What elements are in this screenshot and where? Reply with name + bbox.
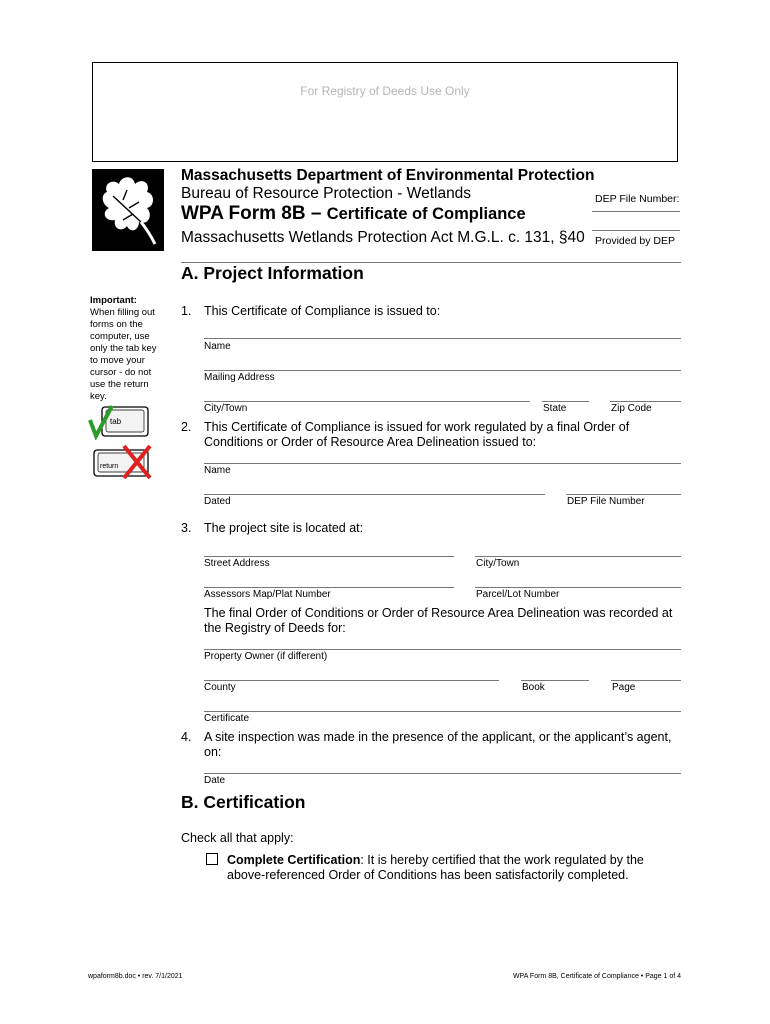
q3-page-label: Page bbox=[612, 682, 636, 693]
q2-dated-field[interactable] bbox=[204, 494, 545, 495]
divider bbox=[592, 230, 680, 231]
q2-dep-label: DEP File Number bbox=[567, 496, 645, 507]
q3-county-label: County bbox=[204, 682, 236, 693]
section-a-title: A. Project Information bbox=[181, 263, 364, 283]
q3-book-label: Book bbox=[522, 682, 545, 693]
q4-line2: on: bbox=[204, 745, 222, 759]
important-note bbox=[90, 295, 166, 403]
q1-city-label: City/Town bbox=[204, 403, 248, 414]
q1-state-field[interactable] bbox=[542, 401, 589, 402]
q4-date-label: Date bbox=[204, 775, 226, 786]
q1-text: This Certificate of Compliance is issued to: bbox=[204, 304, 441, 318]
q3-certificate-label: Certificate bbox=[204, 713, 250, 724]
q3-city-field[interactable] bbox=[475, 556, 681, 557]
q3-text: The project site is located at: bbox=[204, 521, 364, 535]
q3-book-field[interactable] bbox=[521, 680, 589, 681]
complete-certification-checkbox[interactable] bbox=[206, 853, 218, 865]
tab-key-label: tab bbox=[110, 417, 122, 426]
section-b-title: B. Certification bbox=[181, 792, 306, 812]
form-title-dash: – bbox=[305, 203, 327, 224]
provided-by-dep: Provided by DEP bbox=[595, 235, 675, 247]
q3-map-label: Assessors Map/Plat Number bbox=[204, 589, 331, 600]
q2-number: 2. bbox=[181, 420, 192, 434]
q3-owner-label: Property Owner (if different) bbox=[204, 651, 328, 662]
q1-mailing-label: Mailing Address bbox=[204, 372, 275, 383]
important-body: When filling out forms on the computer, use only the tab key to move your cursor - do not use the return key. bbox=[90, 307, 157, 402]
q4-number: 4. bbox=[181, 730, 192, 744]
q3-street-field[interactable] bbox=[204, 556, 454, 557]
q3-map-field[interactable] bbox=[204, 587, 454, 588]
q2-name-field[interactable] bbox=[204, 463, 681, 464]
q2-line2: Conditions or Order of Resource Area Delineation issued to: bbox=[204, 435, 537, 449]
q3-parcel-label: Parcel/Lot Number bbox=[476, 589, 560, 600]
dep-file-label: DEP File Number: bbox=[595, 193, 680, 205]
q1-name-field[interactable] bbox=[204, 338, 681, 339]
q1-name-label: Name bbox=[204, 341, 231, 352]
q3-recorded-line1: The final Order of Conditions or Order of Resource Area Delineation was recorded at bbox=[204, 606, 673, 620]
q3-owner-field[interactable] bbox=[204, 649, 681, 650]
q3-certificate-field[interactable] bbox=[204, 711, 681, 712]
mass-dep-logo bbox=[92, 169, 164, 251]
q4-line1: A site inspection was made in the presence of the applicant, or the applicant’s agent, bbox=[204, 730, 672, 744]
q1-city-field[interactable] bbox=[204, 401, 530, 402]
complete-certification-line2: above-referenced Order of Conditions has been satisfactorily completed. bbox=[227, 868, 629, 882]
return-key-icon bbox=[88, 444, 160, 480]
return-key-label: return bbox=[100, 463, 119, 470]
q3-number: 3. bbox=[181, 521, 192, 535]
q1-number: 1. bbox=[181, 304, 192, 318]
q3-recorded-line2: the Registry of Deeds for: bbox=[204, 621, 346, 635]
q1-mailing-field[interactable] bbox=[204, 370, 681, 371]
q3-parcel-field[interactable] bbox=[475, 587, 681, 588]
oak-leaf-icon bbox=[93, 170, 163, 250]
dept-name: Massachusetts Department of Environmental Protection bbox=[181, 167, 595, 184]
q3-county-field[interactable] bbox=[204, 680, 499, 681]
registry-box bbox=[92, 62, 678, 162]
registry-note: For Registry of Deeds Use Only bbox=[300, 84, 470, 98]
bureau-name: Bureau of Resource Protection - Wetlands bbox=[181, 185, 472, 202]
act-reference: Massachusetts Wetlands Protection Act M.G.L. c. 131, §40 bbox=[181, 229, 585, 246]
q2-dated-label: Dated bbox=[204, 496, 231, 507]
q1-zip-field[interactable] bbox=[610, 401, 681, 402]
form-subtitle: Certificate of Compliance bbox=[326, 205, 526, 223]
q3-street-label: Street Address bbox=[204, 558, 270, 569]
check-all-text: Check all that apply: bbox=[181, 831, 294, 845]
complete-certification-rest: : It is hereby certified that the work regulated by the bbox=[360, 853, 644, 867]
q2-dep-field[interactable] bbox=[566, 494, 681, 495]
footer-right: WPA Form 8B, Certificate of Compliance • Page 1 of 4 bbox=[512, 973, 681, 980]
q2-line1: This Certificate of Compliance is issued for work regulated by a final Order of bbox=[204, 420, 630, 434]
q3-city-label: City/Town bbox=[476, 558, 520, 569]
complete-certification-bold: Complete Certification bbox=[227, 853, 361, 867]
q1-zip-label: Zip Code bbox=[611, 403, 652, 414]
q1-state-label: State bbox=[543, 403, 567, 414]
complete-certification-line1 bbox=[227, 852, 644, 868]
footer-left: wpaform8b.doc • rev. 7/1/2021 bbox=[88, 973, 183, 980]
tab-key-icon bbox=[88, 404, 158, 440]
important-title: Important: bbox=[90, 295, 137, 306]
q2-name-label: Name bbox=[204, 465, 231, 476]
form-title bbox=[181, 203, 526, 225]
dep-file-input-line[interactable] bbox=[592, 211, 680, 212]
q4-date-field[interactable] bbox=[204, 773, 681, 774]
q3-page-field[interactable] bbox=[611, 680, 681, 681]
form-title-main: WPA Form 8B bbox=[181, 203, 306, 224]
